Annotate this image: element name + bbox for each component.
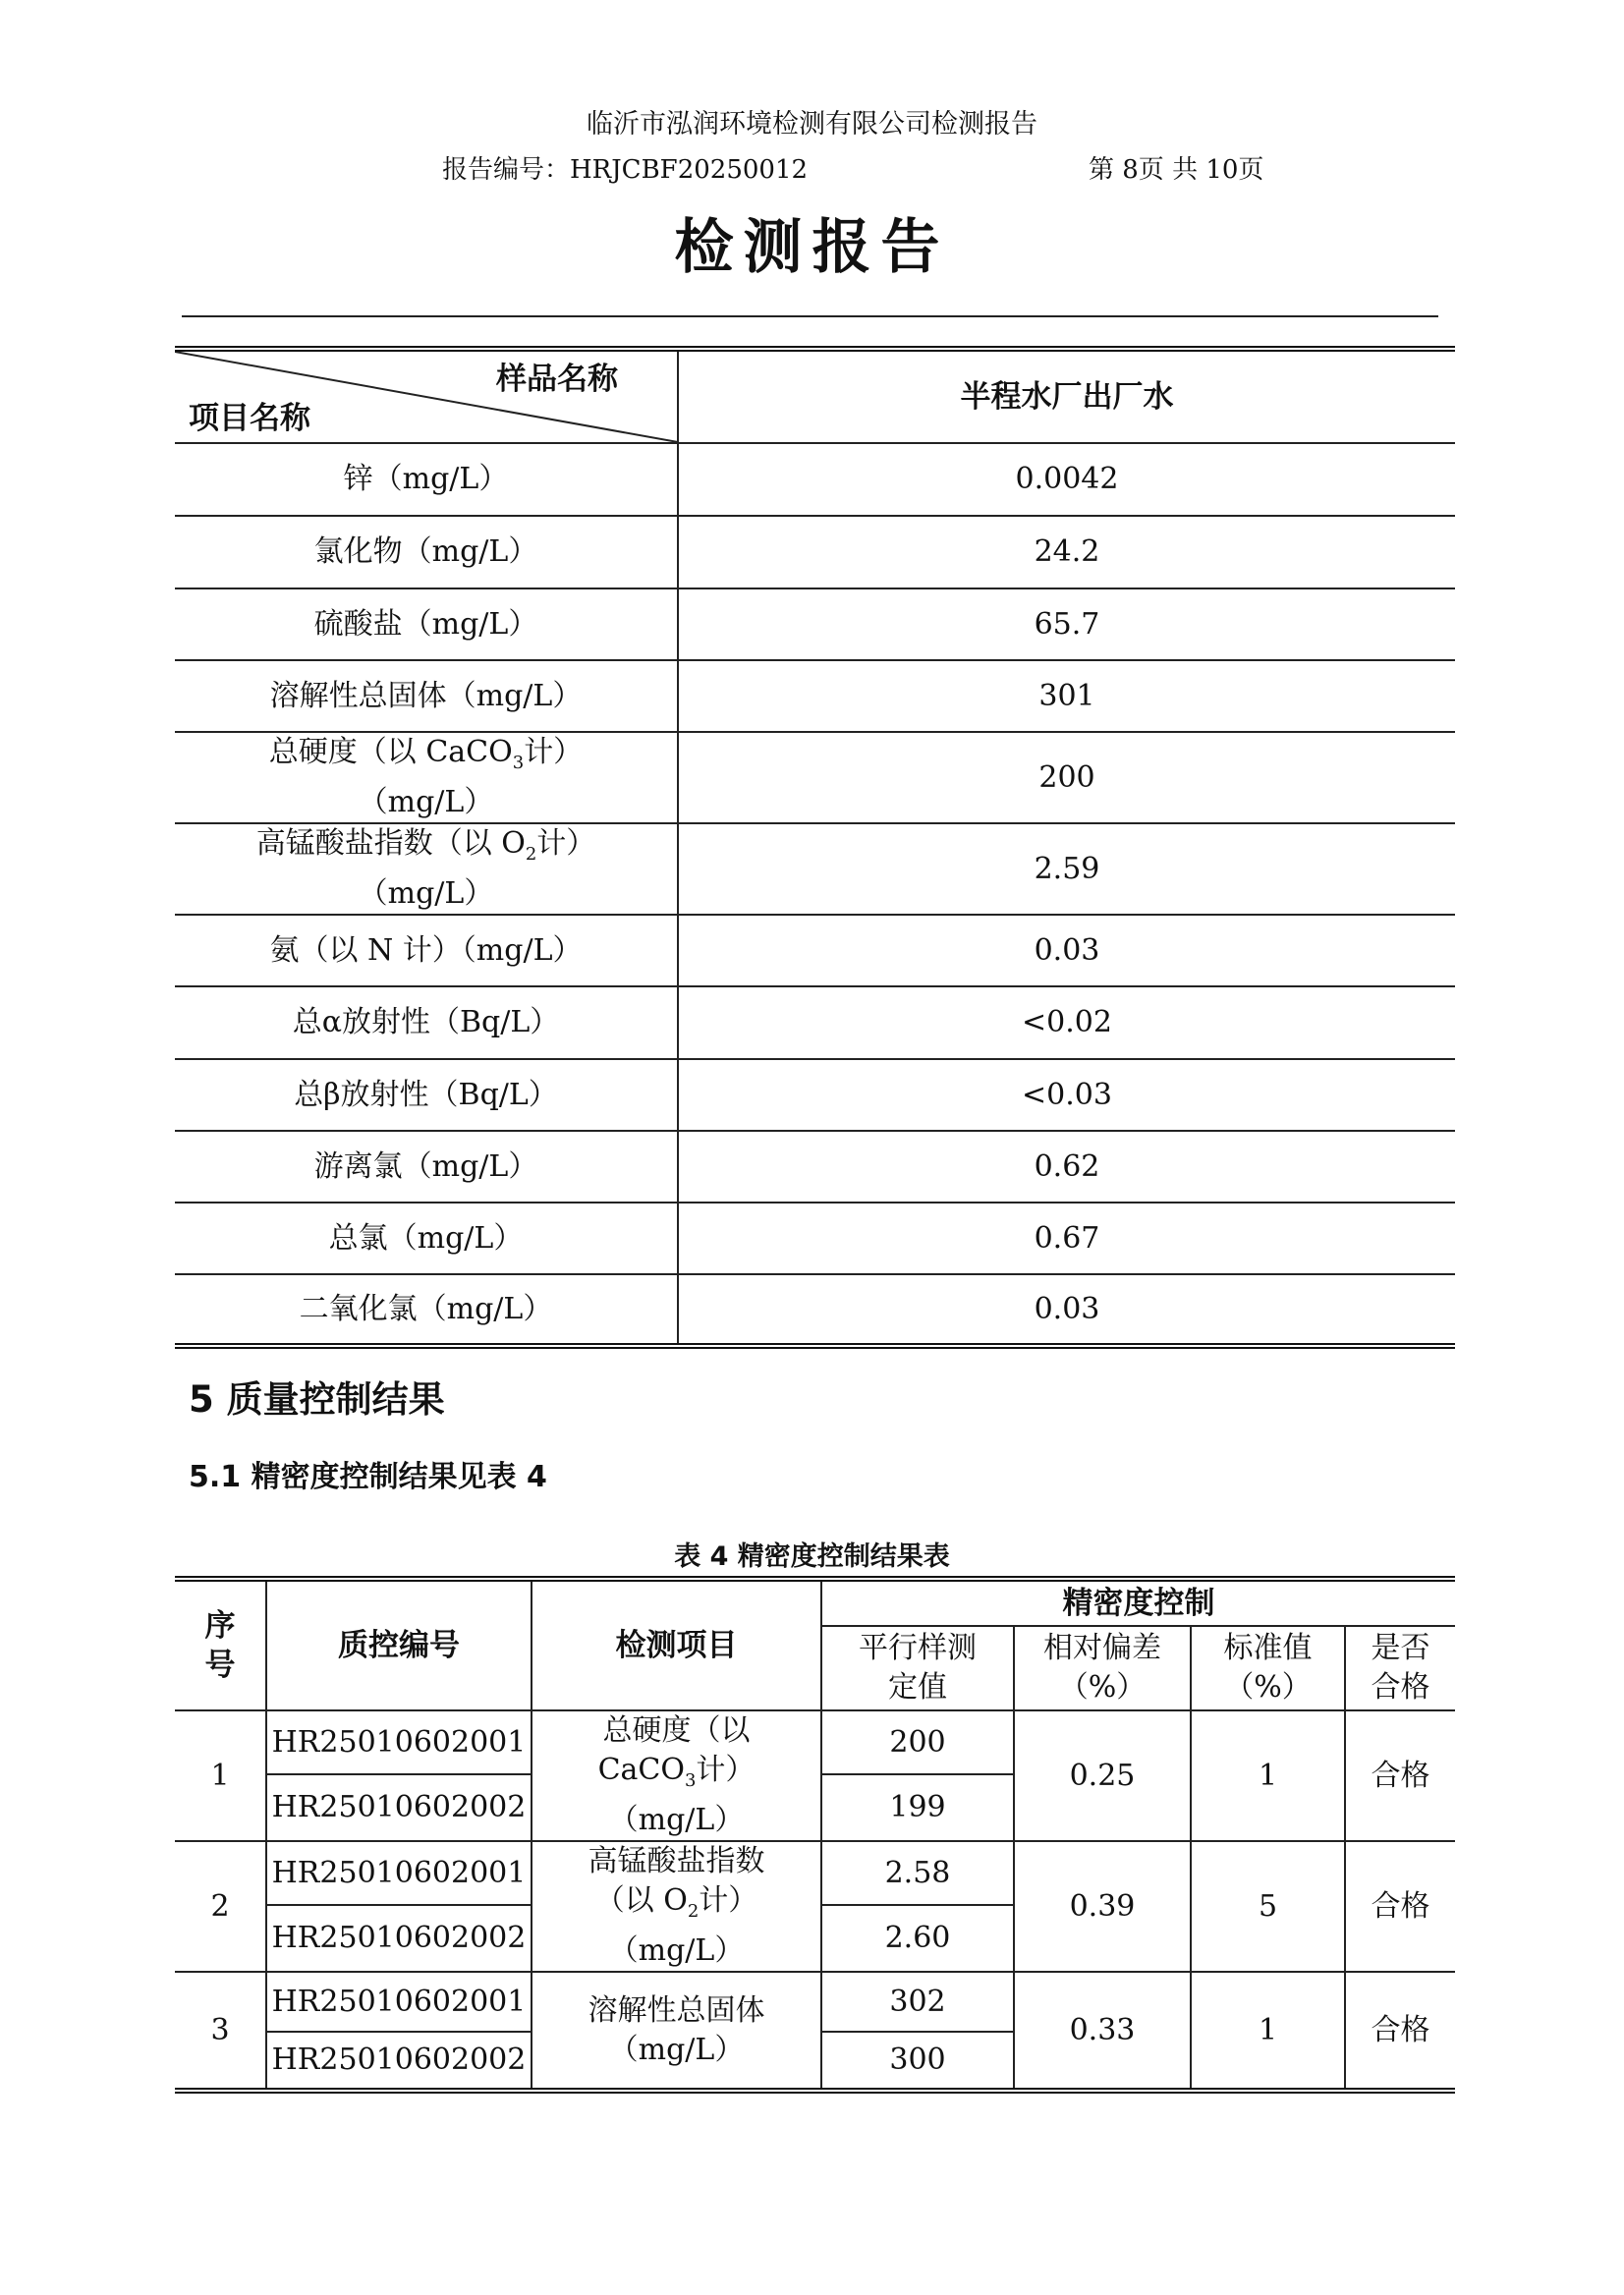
item-value: 0.03 [678,1274,1455,1346]
item-value: 24.2 [678,516,1455,588]
parallel-value: 300 [821,2032,1014,2091]
parallel-value: 2.60 [821,1905,1014,1972]
table-row [175,1972,1455,2032]
item-name: 硫酸盐（mg/L） [175,588,678,660]
parallel-value: 199 [821,1774,1014,1841]
rel-dev-value: 0.39 [1014,1841,1191,1972]
item-value: 0.67 [678,1203,1455,1274]
table-row [175,1203,1455,1274]
item-value: 301 [678,660,1455,732]
table-row [175,443,1455,516]
item-value: 0.0042 [678,443,1455,516]
corner-sample-label: 样品名称 [496,362,618,397]
item-name: 总β放射性（Bq/L） [175,1059,678,1131]
table-row [175,660,1455,732]
table-row [175,1710,1455,1774]
table-row [175,1841,1455,1905]
pass-header: 是否 合格 [1345,1626,1455,1710]
seq-cell: 2 [175,1841,266,1972]
table-row [175,1274,1455,1346]
page-title: 检测报告 [674,213,950,282]
precision-table [175,1576,1455,2094]
corner-item-label: 项目名称 [189,401,310,436]
item-value: <0.03 [678,1059,1455,1131]
header-divider [182,315,1438,317]
corner-cell [175,349,678,443]
item-header: 检测项目 [532,1579,821,1710]
table-row [175,986,1455,1059]
parallel-value: 2.58 [821,1841,1014,1905]
qc-no-cell: HR25010602001 [266,1841,532,1905]
seq-cell: 3 [175,1972,266,2091]
item-cell: 总硬度（以 CaCO$_3$计） （mg/L） [532,1710,821,1841]
section-heading: 5 质量控制结果 [189,1378,445,1421]
parallel-header: 平行样测 定值 [821,1626,1014,1710]
item-name: 锌（mg/L） [175,443,678,516]
item-name: 溶解性总固体（mg/L） [175,660,678,732]
qc-no-cell: HR25010602001 [266,1710,532,1774]
parallel-value: 200 [821,1710,1014,1774]
qc-no-cell: HR25010602002 [266,2032,532,2091]
item-name: 总α放射性（Bq/L） [175,986,678,1059]
item-value: 200 [678,732,1455,823]
std-header: 标准值 （%） [1191,1626,1345,1710]
item-value: 65.7 [678,588,1455,660]
item-name: 氨（以 N 计）（mg/L） [175,915,678,986]
seq-cell: 1 [175,1710,266,1841]
item-name: 游离氯（mg/L） [175,1131,678,1203]
rel-dev-value: 0.33 [1014,1972,1191,2091]
precision-header-row [175,1579,1455,1626]
item-value: 0.62 [678,1131,1455,1203]
std-value: 5 [1191,1841,1345,1972]
item-name: 总硬度（以 CaCO$_3$计） （mg/L） [175,732,678,823]
parallel-value: 302 [821,1972,1014,2032]
subsection-heading: 5.1 精密度控制结果见表 4 [189,1460,547,1494]
item-name: 总氯（mg/L） [175,1203,678,1274]
pass-value: 合格 [1345,1972,1455,2091]
item-name: 高锰酸盐指数（以 $O_2$计） （mg/L） [175,823,678,915]
results-table [175,346,1455,1349]
precision-group-header: 精密度控制 [821,1579,1455,1626]
item-cell: 溶解性总固体 （mg/L） [532,1972,821,2091]
pass-value: 合格 [1345,1710,1455,1841]
table-caption: 表 4 精密度控制结果表 [674,1541,950,1572]
results-table-header [175,349,1455,443]
qc-no-cell: HR25010602002 [266,1905,532,1972]
rel-dev-value: 0.25 [1014,1710,1191,1841]
table-row [175,588,1455,660]
rel-dev-header: 相对偏差 （%） [1014,1626,1191,1710]
pass-value: 合格 [1345,1841,1455,1972]
item-name: 二氧化氯（mg/L） [175,1274,678,1346]
table-row [175,823,1455,915]
company-header: 临沂市泓润环境检测有限公司检测报告 [587,109,1037,140]
report-number: 报告编号：HRJCBF20250012 [442,155,809,185]
item-value: <0.02 [678,986,1455,1059]
std-value: 1 [1191,1972,1345,2091]
seq-header: 序 号 [175,1579,266,1710]
table-row [175,1131,1455,1203]
table-row [175,1059,1455,1131]
item-cell: 高锰酸盐指数 （以 $O_2$计） （mg/L） [532,1841,821,1972]
item-value: 0.03 [678,915,1455,986]
sample-name: 半程水厂出厂水 [960,379,1174,415]
table-row [175,915,1455,986]
page-info: 第 8页 共 10页 [1089,155,1264,185]
qc-no-cell: HR25010602002 [266,1774,532,1841]
std-value: 1 [1191,1710,1345,1841]
item-name: 氯化物（mg/L） [175,516,678,588]
table-row [175,732,1455,823]
item-value: 2.59 [678,823,1455,915]
qc-no-cell: HR25010602001 [266,1972,532,2032]
table-row [175,516,1455,588]
qc-no-header: 质控编号 [266,1579,532,1710]
